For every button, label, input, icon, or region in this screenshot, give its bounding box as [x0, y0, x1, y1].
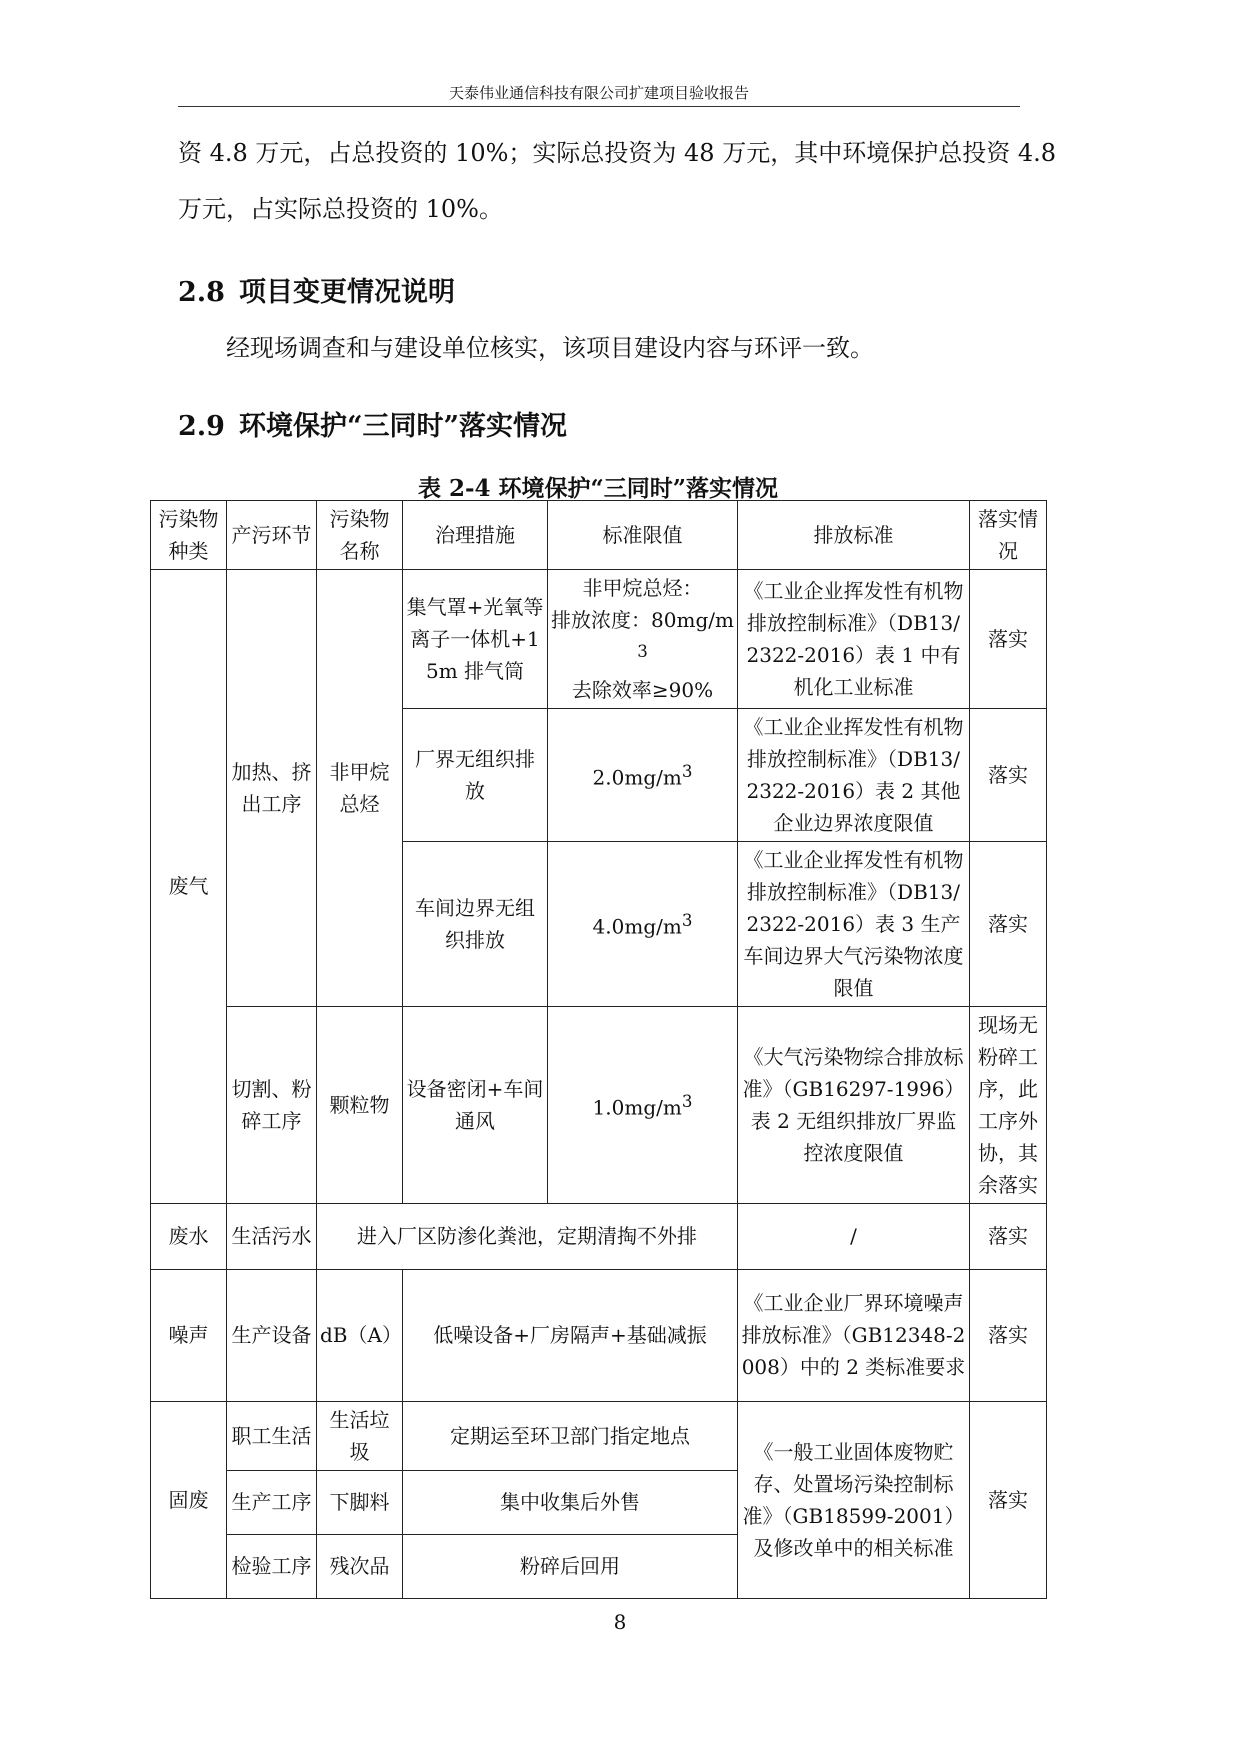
- header-cell: 落实情况: [970, 501, 1047, 570]
- header-cell: 标准限值: [548, 501, 738, 570]
- header-cell: 污染物名称: [317, 501, 403, 570]
- category-cell: 废水: [151, 1203, 227, 1269]
- measure-cell: 低噪设备+厂房隔声+基础减振: [403, 1269, 738, 1401]
- status-cell: 落实: [970, 841, 1047, 1006]
- table-row: [151, 1269, 1047, 1401]
- standard-cell: 《一般工业固体废物贮存、处置场污染控制标准》（GB18599-2001）及修改单中的相关标准: [738, 1401, 970, 1598]
- section-title: 环境保护“三同时”落实情况: [238, 411, 568, 442]
- header-cell: 污染物种类: [151, 501, 227, 570]
- table-header-row: [151, 501, 1047, 570]
- table-row: [151, 1006, 1047, 1203]
- stage-cell: 切割、粉碎工序: [227, 1006, 317, 1203]
- status-cell: 落实: [970, 1401, 1047, 1598]
- pollutant-cell: dB（A）: [317, 1269, 403, 1401]
- table-row: [151, 570, 1047, 709]
- measure-cell: 车间边界无组织排放: [403, 841, 548, 1006]
- three-simultaneous-table: [150, 500, 1047, 1599]
- stage-cell: 职工生活: [227, 1401, 317, 1470]
- section-title: 项目变更情况说明: [238, 277, 455, 308]
- limit-line: 非甲烷总烃：: [582, 576, 703, 600]
- section-number: 2.9: [178, 411, 225, 442]
- standard-cell: 《工业企业挥发性有机物排放控制标准》（DB13/2322-2016）表 1 中有机化工业标准: [738, 570, 970, 709]
- limit-line: 排放浓度：$80mg/m^3$: [551, 608, 734, 661]
- limit-cell: $1.0mg/m^3$: [548, 1006, 738, 1203]
- measure-cell: 集气罩+光氧等离子一体机+15m 排气筒: [403, 570, 548, 709]
- standard-cell: 《工业企业挥发性有机物排放控制标准》（DB13/2322-2016）表 2 其他企业边界浓度限值: [738, 708, 970, 841]
- limit-cell: [548, 570, 738, 709]
- category-cell: 噪声: [151, 1269, 227, 1401]
- stage-cell: 检验工序: [227, 1534, 317, 1598]
- page-header: 天泰伟业通信科技有限公司扩建项目验收报告: [178, 84, 1020, 107]
- stage-cell: 生活污水: [227, 1203, 317, 1269]
- limit-cell: $4.0mg/m^3$: [548, 841, 738, 1006]
- section-number: 2.8: [178, 277, 225, 308]
- page-number: 8: [613, 1610, 627, 1634]
- section-2-9-heading: [178, 404, 567, 443]
- stage-cell: 生产设备: [227, 1269, 317, 1401]
- status-cell: 现场无粉碎工序，此工序外协，其余落实: [970, 1006, 1047, 1203]
- pollutant-cell: 下脚料: [317, 1470, 403, 1534]
- pollutant-cell: 残次品: [317, 1534, 403, 1598]
- category-cell: 固废: [151, 1401, 227, 1598]
- table-row: [151, 1401, 1047, 1470]
- table-row: [151, 1203, 1047, 1269]
- status-cell: 落实: [970, 1203, 1047, 1269]
- section-2-8-heading: [178, 270, 455, 309]
- category-cell: 废气: [151, 570, 227, 1204]
- limit-cell: $2.0mg/m^3$: [548, 708, 738, 841]
- header-cell: 产污环节: [227, 501, 317, 570]
- intro-line-2: 万元，占实际总投资的 10%。: [178, 195, 503, 223]
- status-cell: 落实: [970, 570, 1047, 709]
- table-caption: 表 2-4 环境保护“三同时”落实情况: [417, 475, 779, 502]
- status-cell: 落实: [970, 708, 1047, 841]
- pollutant-cell: 非甲烷总烃: [317, 570, 403, 1007]
- pollutant-cell: 生活垃圾: [317, 1401, 403, 1470]
- standard-cell: 《工业企业挥发性有机物排放控制标准》（DB13/2322-2016）表 3 生产车间边界大气污染物浓度限值: [738, 841, 970, 1006]
- stage-cell: 加热、挤出工序: [227, 570, 317, 1007]
- limit-line: 去除效率≥90%: [571, 677, 714, 702]
- measure-cell: 厂界无组织排放: [403, 708, 548, 841]
- stage-cell: 生产工序: [227, 1470, 317, 1534]
- intro-paragraph: [178, 125, 1078, 237]
- header-cell: 排放标准: [738, 501, 970, 570]
- measure-cell: 设备密闭+车间通风: [403, 1006, 548, 1203]
- intro-line-1: 资 4.8 万元，占总投资的 10%；实际总投资为 48 万元，其中环境保护总投资 4.8: [178, 139, 1056, 167]
- pollutant-cell: 颗粒物: [317, 1006, 403, 1203]
- standard-cell: /: [738, 1203, 970, 1269]
- section-2-8-body: 经现场调查和与建设单位核实，该项目建设内容与环评一致。: [226, 334, 874, 362]
- measure-cell: 定期运至环卫部门指定地点: [403, 1401, 738, 1470]
- header-cell: 治理措施: [403, 501, 548, 570]
- standard-cell: 《大气污染物综合排放标准》（GB16297-1996）表 2 无组织排放厂界监控浓度限值: [738, 1006, 970, 1203]
- measure-cell: 粉碎后回用: [403, 1534, 738, 1598]
- standard-cell: 《工业企业厂界环境噪声排放标准》（GB12348-2008）中的 2 类标准要求: [738, 1269, 970, 1401]
- measure-cell: 进入厂区防渗化粪池，定期清掏不外排: [317, 1203, 738, 1269]
- measure-cell: 集中收集后外售: [403, 1470, 738, 1534]
- status-cell: 落实: [970, 1269, 1047, 1401]
